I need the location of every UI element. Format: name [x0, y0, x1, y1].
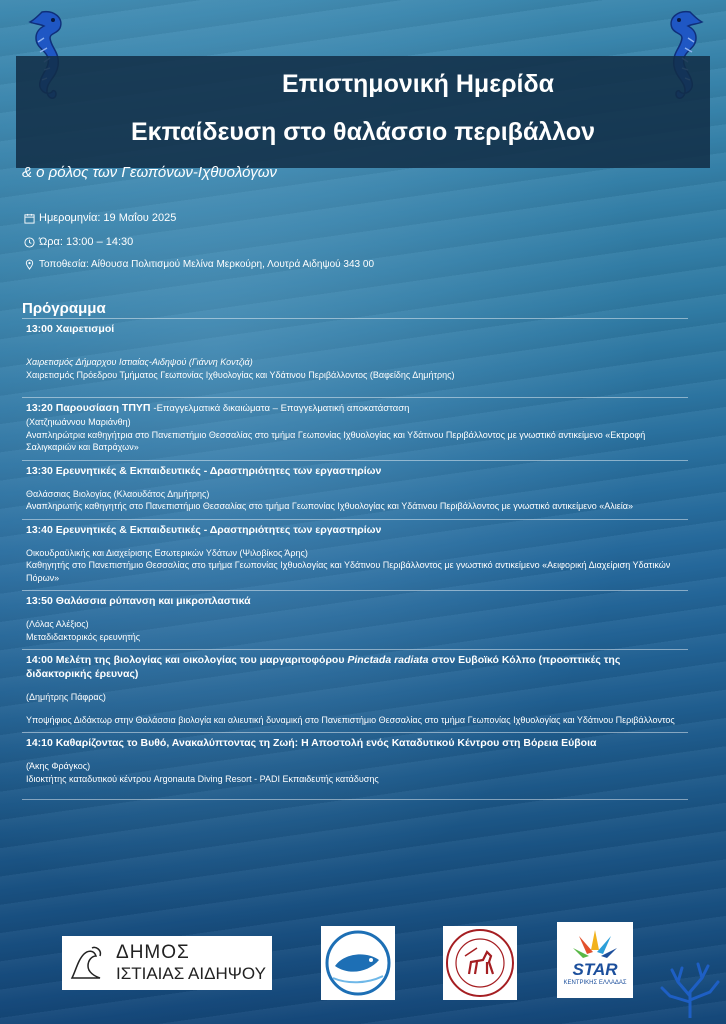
program-item	[22, 519, 688, 591]
program-item-text: (Δημήτρης Πάφρας)	[26, 692, 106, 702]
location-line	[24, 259, 374, 270]
program-item-title: 13:40 Ερευνητικές & Εκπαιδευτικές - Δραστηριότητες των εργαστηρίων	[26, 523, 382, 536]
program-item-title: 13:20 Παρουσίαση ΤΠΥΠ -Επαγγελματικά δικαιώματα – Επαγγελματική αποκατάσταση	[26, 402, 410, 414]
fish-logo	[321, 926, 395, 1000]
program-item-text: Υποψήφιος Διδάκτωρ στην Θαλάσσια βιολογία και αλιευτική δυναμική στο Πανεπιστήμιο Θεσσαλίας στο τμήμα Γεωπονίας Ιχθυολογίας και Υδάτινου Περιβάλλοντος	[26, 714, 675, 725]
program-item	[22, 460, 688, 519]
event-subtitle: Εκπαίδευση στο θαλάσσιο περιβάλλον	[131, 118, 595, 146]
program-list	[22, 318, 688, 800]
program-item-text: (Άκης Φράγκος)	[26, 761, 91, 771]
star-burst-icon	[571, 928, 619, 958]
dimos-emblem-icon	[66, 942, 110, 984]
program-item-title: 14:00 Μελέτη της βιολογίας και οικολογίας του μαργαριτοφόρου Pinctada radiata στον Ευβοϊκό Κόλπο (προοπτικές της διδακτορικής έρευνας)	[26, 654, 621, 680]
program-item-text: Μεταδιδακτορικός ερευνητής	[26, 631, 141, 642]
program-item	[22, 318, 688, 397]
date-line	[24, 212, 176, 224]
program-item-title: 13:30 Ερευνητικές & Εκπαιδευτικές - Δραστηριότητες των εργαστηρίων	[26, 464, 382, 477]
program-item-text: Οικουδραϋλικής και Διαχείρισης Εσωτερικών Υδάτων (Ψιλοβίκος Άρης)	[26, 547, 308, 558]
time-line	[24, 236, 133, 248]
dimos-logo	[62, 936, 272, 990]
event-time: Ώρα: 13:00 – 14:30	[39, 236, 134, 248]
star-text: STAR	[572, 960, 618, 979]
fish-logo-icon	[321, 926, 395, 1000]
program-item	[22, 590, 688, 649]
program-heading: Πρόγραμμα	[22, 300, 106, 317]
program-item-text: (Λόλας Αλέξιος)	[26, 619, 89, 629]
event-location: Τοποθεσία: Αίθουσα Πολιτισμού Μελίνα Μερκούρη, Λουτρά Αιδηψού 343 00	[39, 259, 374, 270]
program-item-text: (Χατζηιωάννου Μαριάνθη)	[26, 417, 131, 427]
program-item	[22, 397, 688, 460]
dimos-line1: ΔΗΜΟΣ	[116, 942, 190, 963]
university-logo	[443, 926, 517, 1000]
program-item	[22, 732, 688, 800]
program-item-text: Αναπληρωτής καθηγητής στο Πανεπιστήμιο Θεσσαλίας στο τμήμα Γεωπονίας Ιχθυολογίας και Υδάτινου Περιβάλλοντος με γνωστικό αντικείμενο «Αλιεία»	[26, 501, 633, 511]
program-item-title: 13:50 Θαλάσσια ρύπανση και μικροπλαστικά	[26, 595, 251, 607]
coral-icon	[658, 952, 722, 1018]
program-item	[22, 649, 688, 732]
program-item-text: Καθηγητής στο Πανεπιστήμιο Θεσσαλίας στο τμήμα Γεωπονίας Ιχθυολογίας και Υδάτινου Περιβάλλοντος με γνωστικό αντικείμενο «Αειφορική Διαχείριση Υδατικών Πόρων»	[26, 560, 671, 583]
location-pin-icon	[24, 259, 35, 270]
clock-icon	[24, 237, 35, 248]
star-subtext: ΚΕΝΤΡΙΚΗΣ ΕΛΛΑΔΑΣ	[563, 980, 627, 986]
event-tagline: & ο ρόλος των Γεωπόνων-Ιχθυολόγων	[22, 164, 277, 181]
program-item-text: Θαλάσσιας Βιολογίας (Κλαουδάτος Δημήτρης)	[26, 488, 210, 499]
event-title: Επιστημονική Ημερίδα	[281, 70, 555, 98]
title-banner	[16, 56, 710, 168]
program-item-text: Αναπληρώτρια καθηγήτρια στο Πανεπιστήμιο Θεσσαλίας στο τμήμα Γεωπονίας Ιχθυολογίας και Υδάτινου Περιβάλλοντος με γνωστικό αντικείμενο «Εκτροφή Σαλιγκαριών και Βατράχων»	[26, 429, 646, 452]
centaur-seal-icon	[443, 926, 517, 1000]
sponsor-logos	[0, 918, 726, 998]
program-item-text: Χαιρετισμός Δήμαρχου Ιστιαίας-Αιδηψού (Γιάννη Κοντζιά)	[26, 357, 253, 367]
program-item-text: Ιδιοκτήτης καταδυτικού κέντρου Argonauta Diving Resort - PADI Εκπαιδευτής κατάδυσης	[26, 773, 379, 784]
program-item-text: Χαιρετισμός Πρόεδρου Τμήματος Γεωπονίας Ιχθυολογίας και Υδάτινου Περιβάλλοντος (Βαφείδης Δημήτρης)	[26, 369, 455, 380]
event-date: Ημερομηνία: 19 Μαΐου 2025	[39, 212, 177, 224]
dimos-line2: ΙΣΤΙΑΙΑΣ ΑΙΔΗΨΟΥ	[116, 964, 266, 983]
star-logo	[557, 922, 633, 998]
program-item-title: 13:00 Χαιρετισμοί	[26, 323, 115, 335]
calendar-icon	[24, 213, 35, 224]
program-item-title: 14:10 Καθαρίζοντας το Βυθό, Ανακαλύπτοντας τη Ζωή: Η Αποστολή ενός Καταδυτικού Κέντρου στη Βόρεια Εύβοια	[26, 737, 597, 749]
